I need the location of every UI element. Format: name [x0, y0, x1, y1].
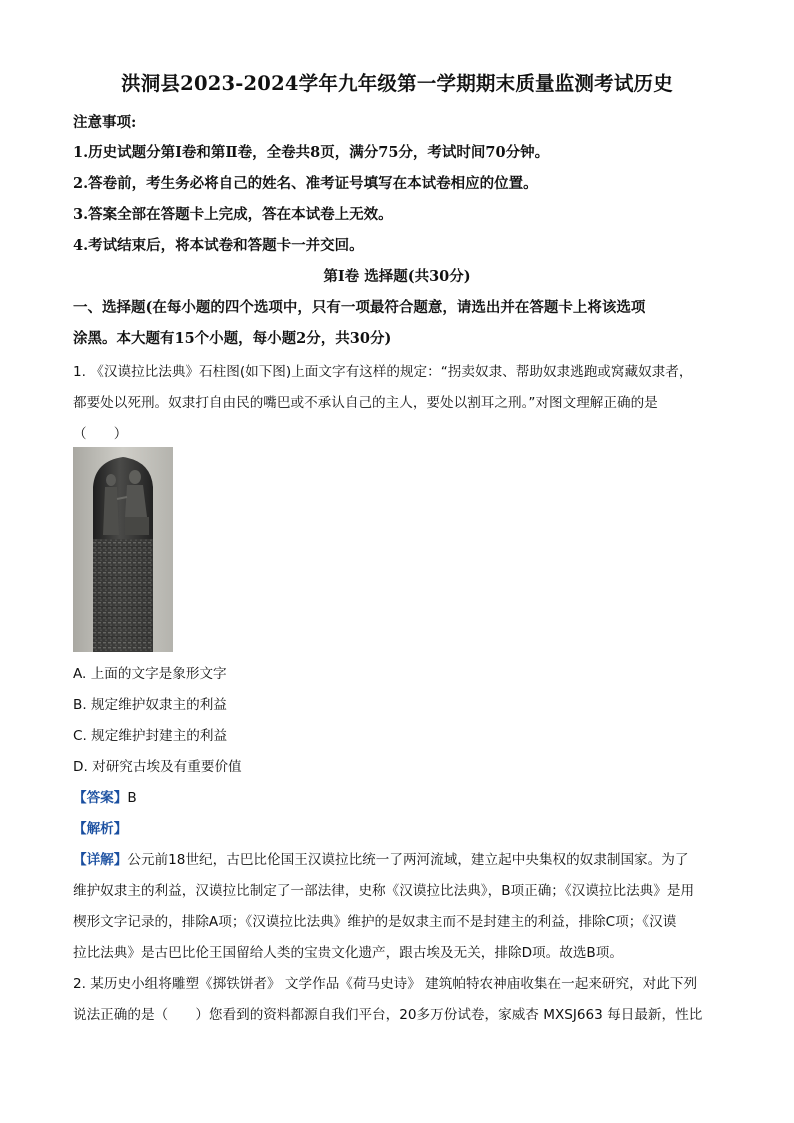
notice-heading: 注意事项:: [73, 114, 137, 131]
q2-stem-line-2: 说法正确的是（ ）您看到的资料都源自我们平台，20多万份试卷，家威杏 MXSJ663 每日最新，性比: [73, 1007, 703, 1023]
q1-option-c: C. 规定维护封建主的利益: [73, 728, 228, 744]
q1-detail-line-3: 楔形文字记录的，排除A项；《汉谟拉比法典》维护的是奴隶主而不是封建主的利益，排除C项；《汉谟: [73, 914, 677, 930]
notice-item-2: 2.答卷前，考生务必将自己的姓名、准考证号填写在本试卷相应的位置。: [73, 175, 538, 192]
hammurabi-stele-image: [73, 447, 173, 652]
notice-item-3: 3.答案全部在答题卡上完成，答在本试卷上无效。: [73, 206, 393, 223]
q1-option-d: D. 对研究古埃及有重要价值: [73, 759, 242, 775]
q1-option-a: A. 上面的文字是象形文字: [73, 666, 227, 682]
q1-detail-line-4: 拉比法典》是古巴比伦王国留给人类的宝贵文化遗产，跟古埃及无关，排除D项。故选B项。: [73, 945, 623, 961]
detail-tag: 【详解】: [73, 852, 128, 868]
q2-stem-line-1: 2. 某历史小组将雕塑《掷铁饼者》 文学作品《荷马史诗》 建筑帕特农神庙收集在一起来研究，对此下列: [73, 976, 698, 992]
q1-option-b: B. 规定维护奴隶主的利益: [73, 697, 227, 713]
notice-item-1: 1.历史试题分第Ⅰ卷和第Ⅱ卷，全卷共8页，满分75分，考试时间70分钟。: [73, 144, 550, 161]
answer-value: B: [127, 790, 137, 806]
analysis-tag: 【解析】: [73, 821, 128, 837]
q1-answer-blank: （ ）: [73, 426, 128, 442]
section-instruction-line-1: 一、选择题(在每小题的四个选项中，只有一项最符合题意，请选出并在答题卡上将该选项: [73, 299, 646, 316]
stele-illustration: [73, 447, 173, 652]
section-heading: 第Ⅰ卷 选择题(共30分): [323, 268, 471, 285]
q1-analysis-row: [73, 817, 127, 837]
q1-answer-row: [73, 786, 137, 806]
q1-detail-line-1: [73, 848, 688, 868]
q1-detail-line-2: 维护奴隶主的利益，汉谟拉比制定了一部法律，史称《汉谟拉比法典》，B项正确；《汉谟拉比法典》是用: [73, 883, 695, 899]
notice-item-4: 4.考试结束后，将本试卷和答题卡一并交回。: [73, 237, 364, 254]
q1-stem-line-2: 都要处以死刑。奴隶打自由民的嘴巴或不承认自己的主人，要处以割耳之刑。”对图文理解正确的是: [73, 395, 658, 411]
q1-stem-line-1: 1. 《汉谟拉比法典》石柱图(如下图)上面文字有这样的规定：“拐卖奴隶、帮助奴隶逃跑或窝藏奴隶者，: [73, 364, 693, 380]
answer-tag: 【答案】: [73, 790, 128, 806]
page-title: 洪洞县2023-2024学年九年级第一学期期末质量监测考试历史: [121, 72, 673, 95]
detail-text-1: 公元前18世纪，古巴比伦国王汉谟拉比统一了两河流域，建立起中央集权的奴隶制国家。为了: [127, 852, 689, 868]
section-instruction-line-2: 涂黑。本大题有15个小题，每小题2分，共30分): [73, 330, 392, 347]
